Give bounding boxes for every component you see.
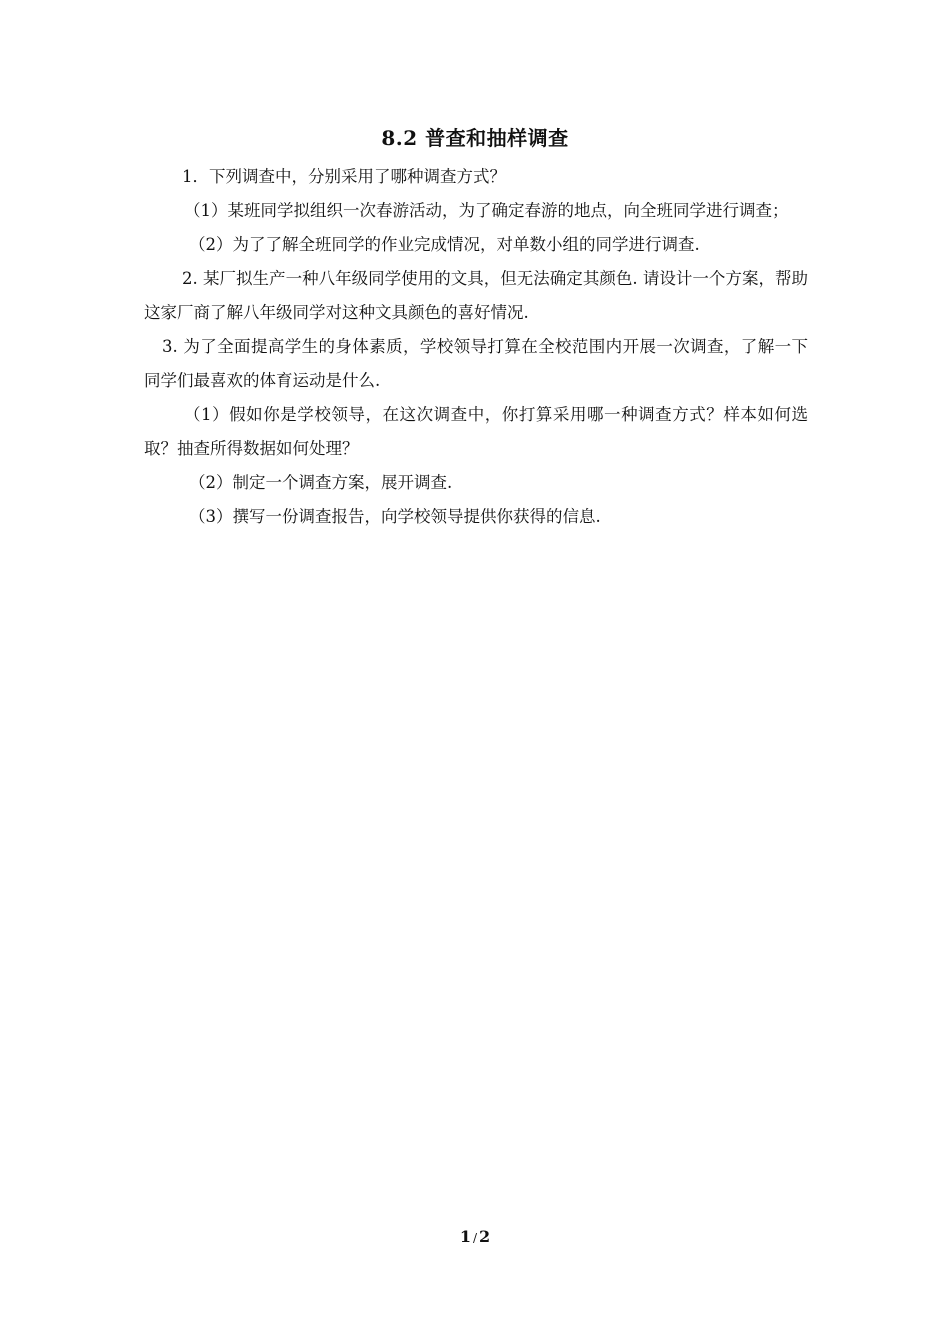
question-3-item-1: （1）假如你是学校领导，在这次调查中，你打算采用哪一种调查方式？样本如何选取？抽查所得数据如何处理？ — [144, 405, 808, 458]
question-3-item-3: （3）撰写一份调查报告，向学校领导提供你获得的信息. — [189, 507, 601, 526]
total-pages: 2 — [479, 1227, 491, 1246]
question-1-item-1: （1）某班同学拟组织一次春游活动，为了确定春游的地点，向全班同学进行调查； — [184, 201, 789, 220]
page-separator: / — [472, 1231, 478, 1245]
question-1: 1．下列调查中，分别采用了哪种调查方式？ — [182, 167, 506, 186]
current-page: 1 — [459, 1227, 471, 1246]
document-body — [144, 160, 808, 534]
question-2: 2. 某厂拟生产一种八年级同学使用的文具，但无法确定其颜色. 请设计一个方案，帮助这家厂商了解八年级同学对这种文具颜色的喜好情况. — [144, 269, 808, 322]
question-3-item-2: （2）制定一个调查方案，展开调查. — [189, 473, 453, 492]
question-3: 3. 为了全面提高学生的身体素质，学校领导打算在全校范围内开展一次调查，了解一下同学们最喜欢的体育运动是什么. — [144, 337, 808, 390]
page-number — [0, 1227, 950, 1246]
question-1-item-2: （2）为了了解全班同学的作业完成情况，对单数小组的同学进行调查. — [189, 235, 700, 254]
document-title: 8.2 普查和抽样调查 — [381, 126, 569, 150]
